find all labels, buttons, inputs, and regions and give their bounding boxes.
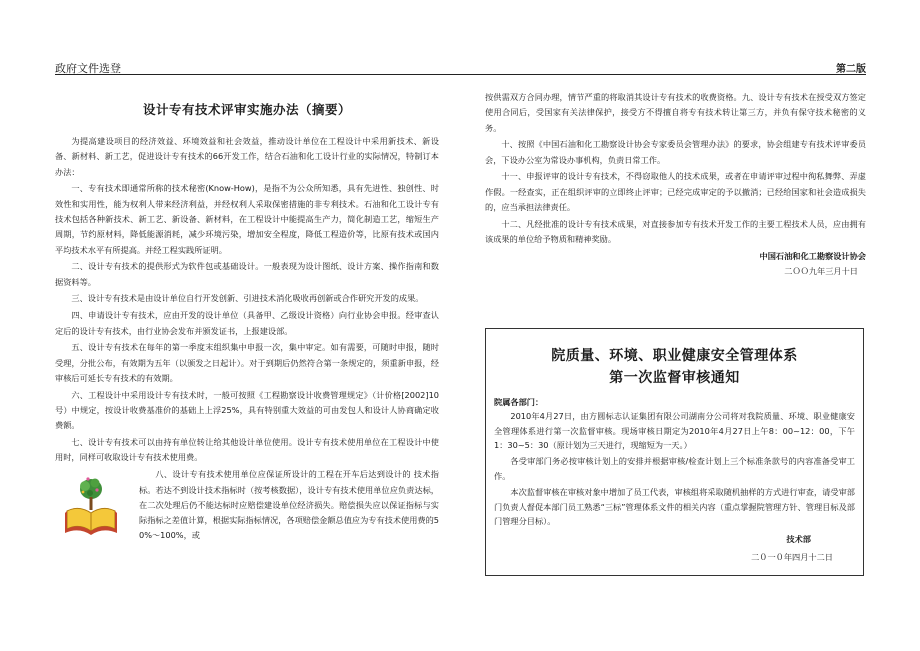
article-paragraph: 一、专有技术即通常所称的技术秘密(Know-How)，是指不为公众所知悉，具有先进性、独创性、时效性和实用性，能为权利人带来经济利益，并经权利人采取保密措施的非专利技术。石油和化工设计专有技术包括各种新技术、新工艺、新设备、新材料，在工程设计中能提高生产力，简化制造工艺，缩短生产周期，节约原材料，降低能源消耗，减少环境污染，增加安全程度，降低工程造价等，比原有技术或国内平均技术水平有所提高。并经工程实践所证明。 bbox=[55, 183, 439, 255]
audit-notice-box bbox=[485, 328, 864, 576]
issue-date: 二ＯＯ九年三月十日 bbox=[784, 266, 858, 277]
article-paragraph-continued: 按供需双方合同办理，情节严重的将取消其设计专有技术的收费资格。九、设计专有技术在授受双方签定使用合同后，受国家有关法律保护，接受方不得擅自将专有技术转让第三方，并负有保守技术秘密的义务。 bbox=[485, 92, 866, 133]
para8-block bbox=[55, 467, 439, 545]
notice-paragraph: 本次监督审核在审核对象中增加了员工代表，审核组将采取随机抽样的方式进行审查，请受审部门负责人督促本部门员工熟悉“三标”管理体系文件的相关内容（重点掌握院管理方针、管理目标及部门管理分目标）。 bbox=[494, 486, 855, 527]
page-header bbox=[55, 60, 866, 74]
article-paragraph: 四、申请设计专有技术，应由开发的设计单位（具备甲、乙级设计资格）向行业协会申报。经审查认定后的设计专有技术，由行业协会发布并颁发证书，上报建设部。 bbox=[55, 310, 439, 336]
article-paragraph: 六、工程设计中采用设计专有技术时，一般可按照《工程勘察设计收费管理规定》（计价格[2002]10号）中规定，按设计收费基准价的基础上上浮25%，具有特别重大效益的可由发包人和设计人协商确定收费额。 bbox=[55, 389, 439, 431]
article-paragraph: 三、设计专有技术是由设计单位自行开发创新、引进技术消化吸收再创新或合作研究开发的成果。 bbox=[71, 293, 424, 304]
issuing-organization: 中国石油和化工勘察设计协会 bbox=[759, 250, 866, 261]
notice-paragraph: 2010年4月27日，由方圆标志认证集团有限公司湖南分公司将对我院质量、环境、职业健康安全管理体系进行第一次监督审核。现场审核日期定为2010年4月27日上午8：00~12：00，下午1：30~5：30（原计划为三天进行，现缩短为一天。） bbox=[494, 411, 855, 451]
notice-title-line2: 第一次监督审核通知 bbox=[609, 370, 740, 386]
article-title: 设计专有技术评审实施办法（摘要） bbox=[142, 102, 351, 117]
open-book-with-tree-icon bbox=[63, 469, 119, 539]
article-paragraph-8: 八、设计专有技术使用单位应保证所设计的工程在开车后达到设计的 技术指标。若达不到设计技术指标时（按考核数据），设计专有技术使用单位应负责达标，在二次处理后仍不能达标时应赔偿建设单位经济损失。赔偿损失应以保证指标与实际指标之差值计算，根据实际指标情况，各项赔偿金额总值应为专有技术使用费的50%～100%，或 bbox=[139, 469, 439, 541]
notice-paragraph: 各受审部门务必按审核计划上的安排并根据审核/检查计划上三个标准条款号的内容准备受审工作。 bbox=[494, 456, 855, 481]
notice-signer: 技术部 bbox=[786, 533, 811, 544]
edition-label: 第二版 bbox=[836, 64, 866, 75]
section-name: 政府文件选登 bbox=[55, 62, 121, 75]
article-paragraph: 十一、申报评审的设计专有技术，不得窃取他人的技术成果，或者在申请评审过程中徇私舞弊、弄虚作假。一经查实，正在组织评审的立即终止评审；已经完成审定的予以撤消；已经给国家和社会造成损失的，应当承担法律责任。 bbox=[485, 171, 866, 213]
notice-addressee: 院属各部门： bbox=[494, 397, 544, 407]
left-column bbox=[55, 100, 439, 545]
article-paragraph: 二、设计专有技术的提供形式为软件包或基础设计。一般表现为设计图纸、设计方案、操作指南和数据资料等。 bbox=[55, 261, 439, 287]
article-paragraph: 五、设计专有技术在每年的第一季度末组织集中申报一次，集中审定。如有需要，可随时申报，随时受理，分批公布，有效期为五年（以颁发之日起计）。对于到期后仍然符合第一条规定的，须重新申报，经审核后可延长专有技术的有效期。 bbox=[55, 342, 439, 383]
article-paragraph: 十、按照《中国石油和化工勘察设计协会专家委员会管理办法》的要求，协会组建专有技术评审委员会，下设办公室为常设办事机构，负责日常工作。 bbox=[485, 139, 866, 165]
article-paragraph: 七、设计专有技术可以由持有单位转让给其他设计单位使用。设计专有技术使用单位在工程设计中使用时，同样可收取设计专有技术使用费。 bbox=[55, 437, 439, 463]
article-paragraph: 十二、凡经批准的设计专有技术成果，对直接参加专有技术开发工作的主要工程技术人员，应由拥有该成果的单位给予物质和精神奖励。 bbox=[485, 218, 866, 245]
notice-date: 二０一０年四月十二日 bbox=[751, 551, 833, 562]
article-paragraph: 为提高建设项目的经济效益、环境效益和社会效益，推动设计单位在工程设计中采用新技术、新设备、新材料、新工艺，促进设计专有技术的66开发工作，结合石油和化工设计行业的实际情况，特制订本办法： bbox=[55, 136, 439, 177]
notice-title-line1: 院质量、环境、职业健康安全管理体系 bbox=[551, 348, 798, 364]
header-rule bbox=[55, 74, 866, 75]
right-column bbox=[485, 90, 866, 280]
